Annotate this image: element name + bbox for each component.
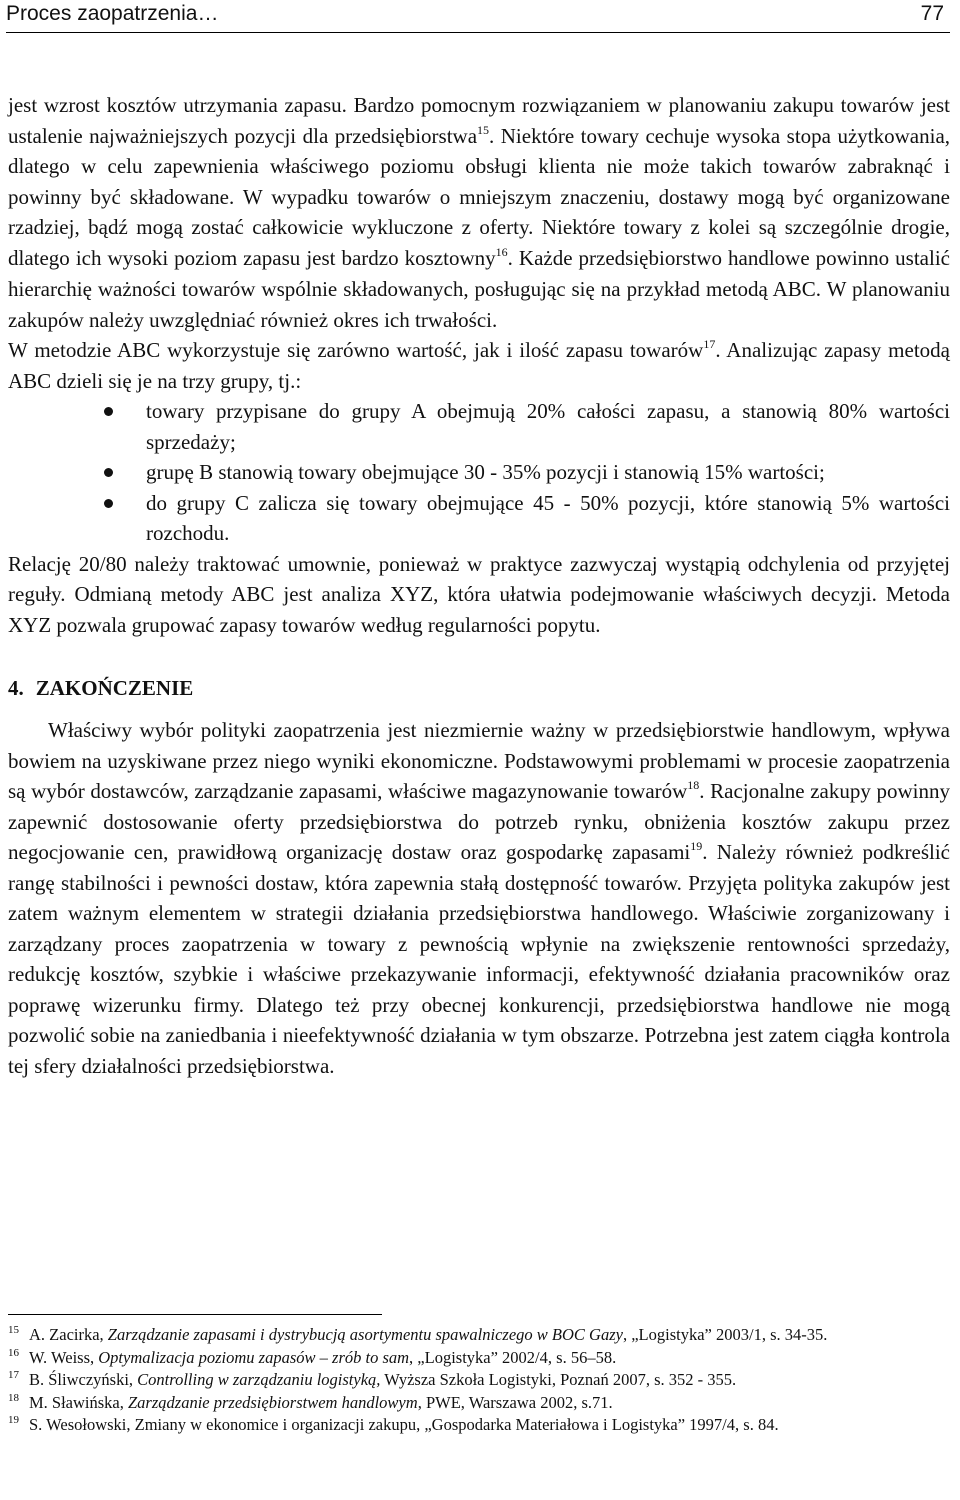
- footnote-title: Zarządzanie przedsiębiorstwem handlowym: [128, 1392, 418, 1412]
- text-run: . Niektóre towary cechuje wysoka stopa użytkowania, dlatego w celu zapewnienia właściwego poziomu obsługi klienta nie może takich towarów zabraknąć i powinny być składowane. W wypadku towarów o mniejszym znaczeniu, dostawy mogą być organizowane rzadziej, bądź mogą zostać całkowicie wykluczone z oferty. Niektóre towary z kolei są szczególnie drogie, dlatego ich wysoki poziom zapasu jest bardzo kosztowny: [8, 123, 951, 270]
- section-number: 4.: [8, 676, 24, 700]
- bullet-icon: [104, 499, 113, 508]
- text-run: . Należy również podkreślić rangę stabilności i pewności dostaw, która zapewnia stałą dostępność towarów. Przyjęta polityka zakupów jest zatem ważnym elementem w strategii działania przedsiębiorstwa handlowego. Właściwie zorganizowany i zarządzany proces zaopatrzenia w towary z pewnością wpłynie na zwiększenie rentowności sprzedaży, redukcję kosztów, szybkie i właściwe przekazywanie informacji, efektywność działania pracowników oraz poprawę wizerunku firmy. Dlatego też przy obecnej konkurencji, przedsiębiorstwa handlowe nie mogą pozwolić sobie na zaniedbania i nieefektywność działania w tym obszarze. Potrzebna jest zatem ciągła kontrola tej sfery działalności przedsiębiorstwa.: [8, 840, 950, 1078]
- footnote-title: Zarządzanie zapasami i dystrybucją asortymentu spawalniczego w BOC Gazy: [107, 1325, 623, 1344]
- paragraph-xyz: Relację 20/80 należy traktować umownie, ponieważ w praktyce zazwyczaj wystąpią odchylenia od przyjętej reguły. Odmianą metody ABC jest analiza XYZ, która ułatwia podejmowanie właściwych decyzji. Metoda XYZ pozwala grupować zapasy towarów według regularności popytu.: [8, 551, 950, 637]
- footnote-ref-16[interactable]: 16: [495, 244, 508, 259]
- footnote-number: 19: [8, 1414, 19, 1426]
- footnote-ref-17[interactable]: 17: [703, 337, 716, 351]
- footnote-author: B. Śliwczyński,: [29, 1370, 138, 1389]
- footnote-ref-18[interactable]: 18: [687, 778, 700, 792]
- footnote-source: Wyższa Szkoła Logistyki, Poznań 2007, s. 352 - 355.: [380, 1370, 737, 1389]
- footnote-title: Optymalizacja poziomu zapasów – zrób to sam: [98, 1347, 410, 1367]
- section-heading: [8, 676, 950, 701]
- paragraph-abc-intro: [8, 90, 950, 335]
- text-run: jest wzrost kosztów utrzymania zapasu. Bardzo pomocnym rozwiązaniem w planowaniu zakupu towarów jest ustalenie najważniejszych pozycji dla przedsiębiorstwa: [8, 93, 950, 148]
- footnote-author: A. Zacirka,: [29, 1325, 108, 1344]
- footnote-source: , „Logistyka” 2003/1, s. 34-35.: [622, 1325, 828, 1344]
- footnote-18: [8, 1392, 952, 1415]
- list-item-text: towary przypisane do grupy A obejmują 20% całości zapasu, a stanowią 80% wartości sprzedaży;: [146, 399, 950, 454]
- page-number: 77: [920, 2, 944, 25]
- footnote-15: [8, 1324, 952, 1347]
- footnote-source: , PWE, Warszawa 2002, s.71.: [417, 1392, 613, 1412]
- footnote-author: S. Wesołowski, Zmiany w ekonomice i organizacji zakupu, „Gospodarka Materiałowa i Logistyka” 1997/4, s. 84.: [29, 1415, 779, 1434]
- footnote-author: W. Weiss,: [29, 1347, 99, 1367]
- footnote-number: 16: [8, 1346, 19, 1359]
- bullet-icon: [104, 468, 113, 477]
- footnote-author: M. Sławińska,: [29, 1392, 128, 1412]
- footnote-number: 15: [8, 1324, 19, 1336]
- footnotes: [8, 1324, 952, 1437]
- paragraph-conclusion: [8, 715, 950, 1081]
- list-item-text: grupę B stanowią towary obejmujące 30 - 35% pozycji i stanowią 15% wartości;: [146, 460, 825, 484]
- running-header: [6, 0, 950, 33]
- footnote-19: [8, 1414, 952, 1437]
- text-run: . Racjonalne zakupy powinny zapewnić dostosowanie oferty przedsiębiorstwa do potrzeb rynku, obniżenia kosztów zakupu przez negocjowanie cen, prawidłową organizację dostaw oraz gospodarkę zapasami: [8, 779, 950, 864]
- footnote-16: [8, 1347, 952, 1370]
- footnote-source: , „Logistyka” 2002/4, s. 56–58.: [409, 1347, 617, 1367]
- list-item: [8, 457, 950, 488]
- footnote-ref-15[interactable]: 15: [477, 122, 490, 137]
- text-run: Właściwy wybór polityki zaopatrzenia jest niezmiernie ważny w przedsiębiorstwie handlowym, wpływa bowiem na uzyskiwane przez niego wyniki ekonomiczne. Podstawowymi problemami w procesie zaopatrzenia są wybór dostawców, zarządzanie zapasami, właściwe magazynowanie towarów: [8, 718, 950, 803]
- footnote-17: [8, 1369, 952, 1392]
- list-item: [8, 488, 950, 549]
- footnote-title: Controlling w zarządzaniu logistyką,: [137, 1370, 381, 1389]
- abc-groups-list: [8, 396, 950, 549]
- paragraph-abc-method: [8, 335, 950, 396]
- main-text: [8, 90, 950, 1081]
- list-item: [8, 396, 950, 457]
- header-title: Proces zaopatrzenia…: [6, 2, 219, 25]
- section-title: ZAKOŃCZENIE: [35, 676, 194, 700]
- text-run: . Analizując zapasy metodą ABC dzieli się je na trzy grupy, tj.:: [8, 338, 950, 393]
- footnote-number: 17: [8, 1369, 19, 1381]
- footnote-ref-19[interactable]: 19: [690, 839, 703, 853]
- text-run: W metodzie ABC wykorzystuje się zarówno wartość, jak i ilość zapasu towarów: [8, 338, 704, 362]
- text-run: . Każde przedsiębiorstwo handlowe powinno ustalić hierarchię ważności towarów wspólnie składowanych, posługując się na przykład metodą ABC. W planowaniu zakupów należy uwzględniać również okres ich trwałości.: [8, 245, 950, 332]
- list-item-text: do grupy C zalicza się towary obejmujące 45 - 50% pozycji, które stanowią 5% wartości rozchodu.: [146, 490, 950, 545]
- footnote-separator: [8, 1314, 382, 1315]
- bullet-icon: [104, 407, 113, 416]
- footnote-number: 18: [8, 1391, 19, 1404]
